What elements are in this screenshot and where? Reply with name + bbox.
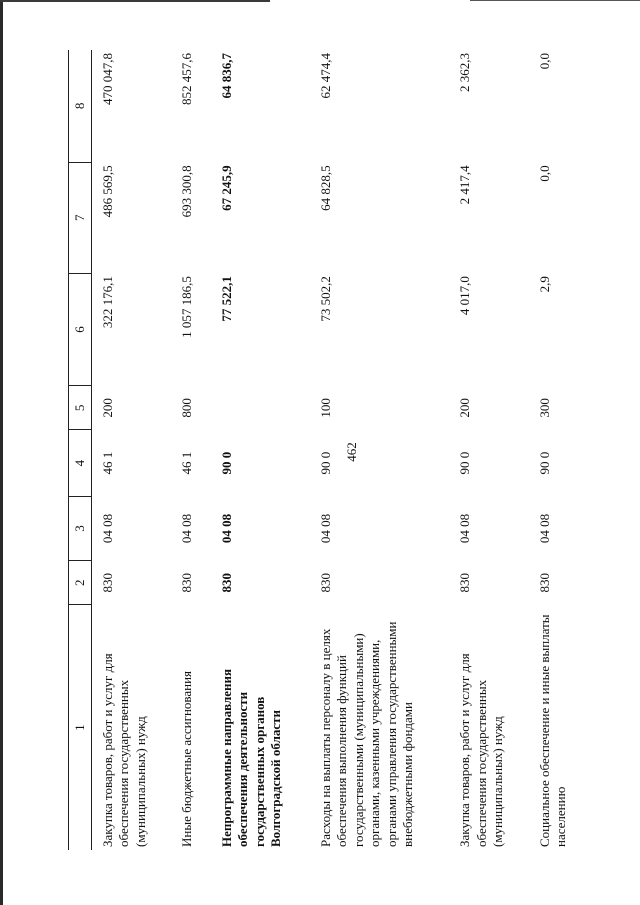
column-header-2: 2 [69,561,92,605]
row-value-7: 486 569,5 [100,165,115,218]
column-header-4: 4 [69,430,92,496]
row-value-7: 67 245,9 [218,165,234,211]
row-name: Закупка товаров, работ и услуг для обеспечения государственных (муниципальных) нужд [100,653,148,847]
row-type: 200 [457,398,473,418]
row-target: 90 0 [218,451,234,475]
row-value-8: 64 836,7 [218,53,234,99]
row-target: 46 1 [100,451,115,475]
scan-edge-right-top [470,0,640,1]
row-code: 830 [218,573,234,593]
row-value-6: 77 522,1 [218,276,234,322]
row-type: 800 [179,398,195,418]
row-code: 830 [100,573,115,593]
table-row [529,50,588,850]
row-code: 830 [457,573,473,593]
column-header-5: 5 [69,386,92,430]
row-value-6: 2,9 [536,276,552,293]
table-row-bold [211,50,310,850]
scan-edge-top [0,0,270,2]
row-code: 830 [318,573,334,593]
row-section: 04 08 [318,513,334,544]
column-header-3: 3 [69,496,92,561]
row-value-8: 852 457,6 [179,53,195,105]
column-header-6: 6 [69,273,92,386]
row-value-7: 0,0 [536,165,552,182]
row-value-8: 470 047,8 [100,53,115,105]
row-name: Расходы на выплаты персоналу в целях обеспечения выполнения функций государственными (муниципальными) органами, казенными учреждениями, органами управления государственными внебюджетными фондами [318,621,415,847]
row-code: 830 [179,573,195,593]
row-value-6: 322 176,1 [100,276,115,329]
row-section: 04 08 [100,513,115,544]
row-section: 04 08 [457,513,473,544]
row-type: 200 [100,398,115,418]
table-row [92,50,172,850]
row-section: 04 08 [179,513,195,544]
row-name: Закупка товаров, работ и услуг для обеспечения государственных (муниципальных) нужд [457,653,506,847]
row-code: 830 [536,573,552,593]
column-header-7: 7 [69,162,92,273]
row-type [211,386,310,430]
row-section: 04 08 [218,513,234,544]
column-header-8: 8 [69,50,92,162]
row-type: 300 [536,398,552,418]
row-name: Социальное обеспечение и иные выплаты населению [536,614,568,847]
row-value-7: 2 417,4 [457,165,473,205]
row-name: Непрограммные направления обеспечения деятельности государственных органов Волгоградской области [218,668,283,847]
row-name: Иные бюджетные ассигнования [179,670,195,847]
table-row [449,50,528,850]
table-row [310,50,449,850]
row-value-6: 4 017,0 [457,276,473,316]
row-target: 90 0 [318,451,334,475]
row-target: 46 1 [179,451,195,475]
budget-table [68,50,588,850]
row-value-7: 64 828,5 [318,165,334,211]
scan-edge-left [0,0,3,905]
page-number: 462 [344,442,359,462]
row-value-7: 693 300,8 [179,165,195,218]
table-header-row [69,50,92,850]
column-header-1: 1 [69,605,92,850]
table-row [171,50,210,850]
row-value-8: 62 474,4 [318,53,334,99]
row-value-8: 2 362,3 [457,53,473,92]
row-target: 90 0 [536,451,552,475]
row-value-6: 73 502,2 [318,276,334,322]
row-value-8: 0,0 [536,53,552,70]
row-target: 90 0 [457,451,473,475]
row-value-6: 1 057 186,5 [179,276,195,338]
row-section: 04 08 [536,513,552,544]
row-type: 100 [318,398,334,418]
